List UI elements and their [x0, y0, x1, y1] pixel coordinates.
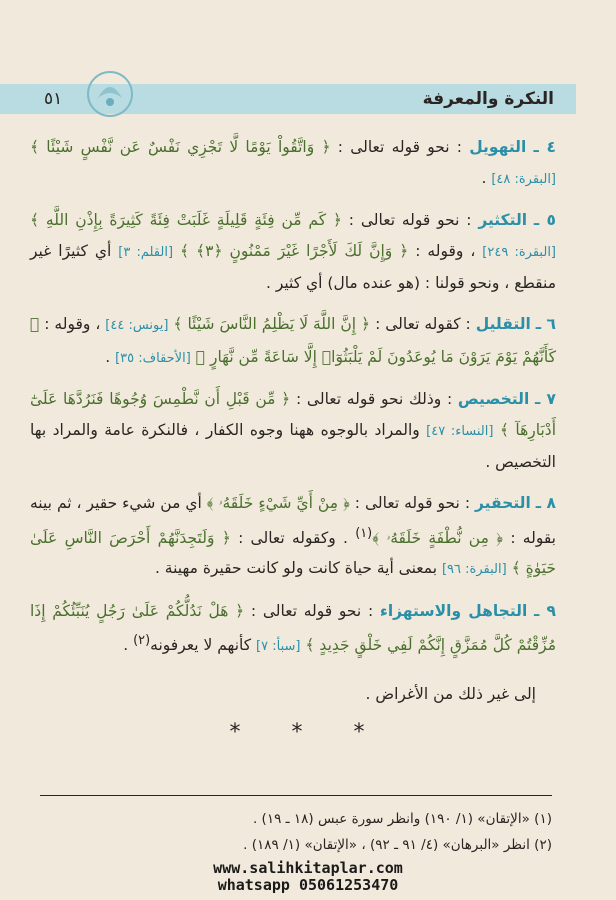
text-run: ، وقوله :: [39, 314, 106, 333]
verse-reference: [البقرة: ٢٤٩]: [482, 244, 556, 260]
verse-reference: [الأحقاف: ٣٥]: [115, 350, 191, 366]
watermark: [0, 860, 616, 894]
text-run: : نحو قوله تعالى :: [349, 493, 476, 512]
text-run: كأنهم لا يعرفونه: [150, 636, 257, 655]
footnote-rule: [40, 795, 552, 796]
paragraph-7: [30, 384, 556, 478]
quran-verse: ﴿ كَم مِّن فِئَةٍ قَلِيلَةٍ غَلَبَتْ فِئَةً كَثِيرَةً بِإِذْنِ اللَّهِ ﴾: [30, 211, 342, 230]
watermark-line-1: www.salihkitaplar.com: [213, 859, 403, 877]
text-run: والمراد بالوجوه ههنا وجوه الكفار ، فالنكرة عامة والمراد بها التخصيص .: [30, 420, 556, 472]
footnotes: [40, 806, 552, 858]
text-run: : نحو قوله تعالى :: [244, 601, 380, 620]
text-run: . وكقوله تعالى :: [230, 528, 356, 547]
text-run: : نحو قوله تعالى :: [330, 138, 470, 156]
quran-verse: ﴿ مِنْ أَيِّ شَيْءٍ خَلَقَهُۥ ﴾: [206, 493, 350, 512]
quran-verse: ﴿ إِنَّ اللَّهَ لَا يَظْلِمُ النَّاسَ شَيْئًا ﴾: [173, 314, 371, 333]
paragraph-6: [30, 309, 556, 374]
item-number: ٥ ـ: [533, 211, 556, 230]
paragraph-9: [30, 596, 556, 663]
closing-line: إلى غير ذلك من الأغراض .: [365, 685, 536, 704]
footnote-2: (٢) انظر «البرهان» (٤/ ٩١ ـ ٩٢) ، «الإتقان» (١/ ١٨٩) .: [243, 837, 552, 853]
item-number: ٦ ـ: [535, 314, 556, 333]
text-run: : كقوله تعالى :: [370, 314, 476, 333]
item-term: التقليل: [475, 314, 531, 333]
ornament-icon: [84, 68, 136, 120]
main-text: [30, 132, 556, 710]
watermark-line-2: whatsapp 05061253470: [217, 876, 399, 894]
item-term: التجاهل والاستهزاء: [379, 601, 528, 620]
verse-reference: [القلم: ٣]: [118, 244, 174, 260]
text-run: أي كثيرًا غير منقطع ، ونحو قولنا : (هو عنده مال) أي كثير .: [30, 241, 556, 293]
item-term: التخصيص: [457, 390, 530, 409]
verse-reference: [البقرة: ٩٦]: [441, 562, 507, 578]
quran-verse: ﴿ هَلْ نَدُلُّكُمْ عَلَىٰ رَجُلٍ يُنَبِّئُكُمْ إِذَا مُزِّقْتُمْ كُلَّ مُمَزَّقٍ إِنَّكُمْ لَفِي خَلْقٍ جَدِيدٍ ﴾: [30, 601, 556, 655]
verse-reference: [النساء: ٤٧]: [426, 423, 494, 439]
text-run: بمعنى أية حياة كانت ولو كانت حقيرة مهينة .: [154, 559, 442, 578]
quran-verse: ﴿ مِّن قَبْلِ أَن نَّطْمِسَ وُجُوهًا فَنَرُدَّهَا عَلَىٰٓ أَدْبَارِهَآ ﴾: [30, 390, 556, 439]
footnote-marker: (١): [355, 525, 373, 541]
verse-reference: [سبأ: ٧]: [256, 639, 301, 655]
text-run: أي من شيء حقير ، ثم بينه بقوله :: [30, 493, 556, 547]
text-run: : وذلك نحو قوله تعالى :: [290, 390, 458, 409]
footnote-1: (١) «الإتقان» (١/ ١٩٠) وانظر سورة عبس (١٨ ـ ١٩) .: [252, 811, 552, 827]
page-number: ٥١: [44, 89, 63, 109]
verse-reference: [البقرة: ٤٨]: [491, 171, 556, 187]
paragraph-4: [30, 132, 556, 195]
item-number: ٤ ـ: [533, 138, 556, 156]
quran-verse: ﴿ وَلَتَجِدَنَّهُمْ أَحْرَصَ النَّاسِ عَلَىٰ حَيَوٰةٍ ﴾: [30, 528, 556, 578]
quran-verse: ﴿ مِن نُّطْفَةٍ خَلَقَهُۥ ﴾: [372, 528, 504, 547]
item-number: ٨ ـ: [535, 493, 556, 512]
text-run: .: [105, 347, 116, 366]
running-title: النكرة والمعرفة: [422, 89, 554, 109]
item-number: ٩ ـ: [534, 601, 556, 620]
paragraph-8: [30, 488, 556, 586]
text-run: ، وقوله :: [408, 241, 483, 260]
footnote-marker: (٢): [133, 633, 151, 649]
quran-verse: ﴿ وَاتَّقُواْ يَوْمًا لَّا تَجْزِي نَفْسٌ عَن نَّفْسٍ شَيْئًا ﴾: [30, 138, 331, 156]
section-divider: * * *: [229, 720, 387, 745]
text-run: .: [481, 168, 492, 187]
quran-verse: ﴿ كَأَنَّهُمْ يَوْمَ يَرَوْنَ مَا يُوعَدُونَ لَمْ يَلْبَثُوٓا۟ إِلَّا سَاعَةً مِّن نَّهَارٍ ﴾: [30, 314, 556, 366]
text-run: : نحو قوله تعالى :: [341, 211, 479, 230]
text-run: .: [123, 636, 134, 655]
verse-reference: [يونس: ٤٤]: [105, 317, 169, 333]
item-number: ٧ ـ: [535, 390, 556, 409]
paragraph-5: [30, 205, 556, 299]
item-term: التهويل: [469, 138, 527, 156]
quran-verse: ﴿ وَإِنَّ لَكَ لَأَجْرًا غَيْرَ مَمْنُونٍ ﴿٣﴾ ﴾: [180, 241, 409, 260]
item-term: التكثير: [478, 211, 528, 230]
item-term: التحقير: [475, 493, 531, 512]
